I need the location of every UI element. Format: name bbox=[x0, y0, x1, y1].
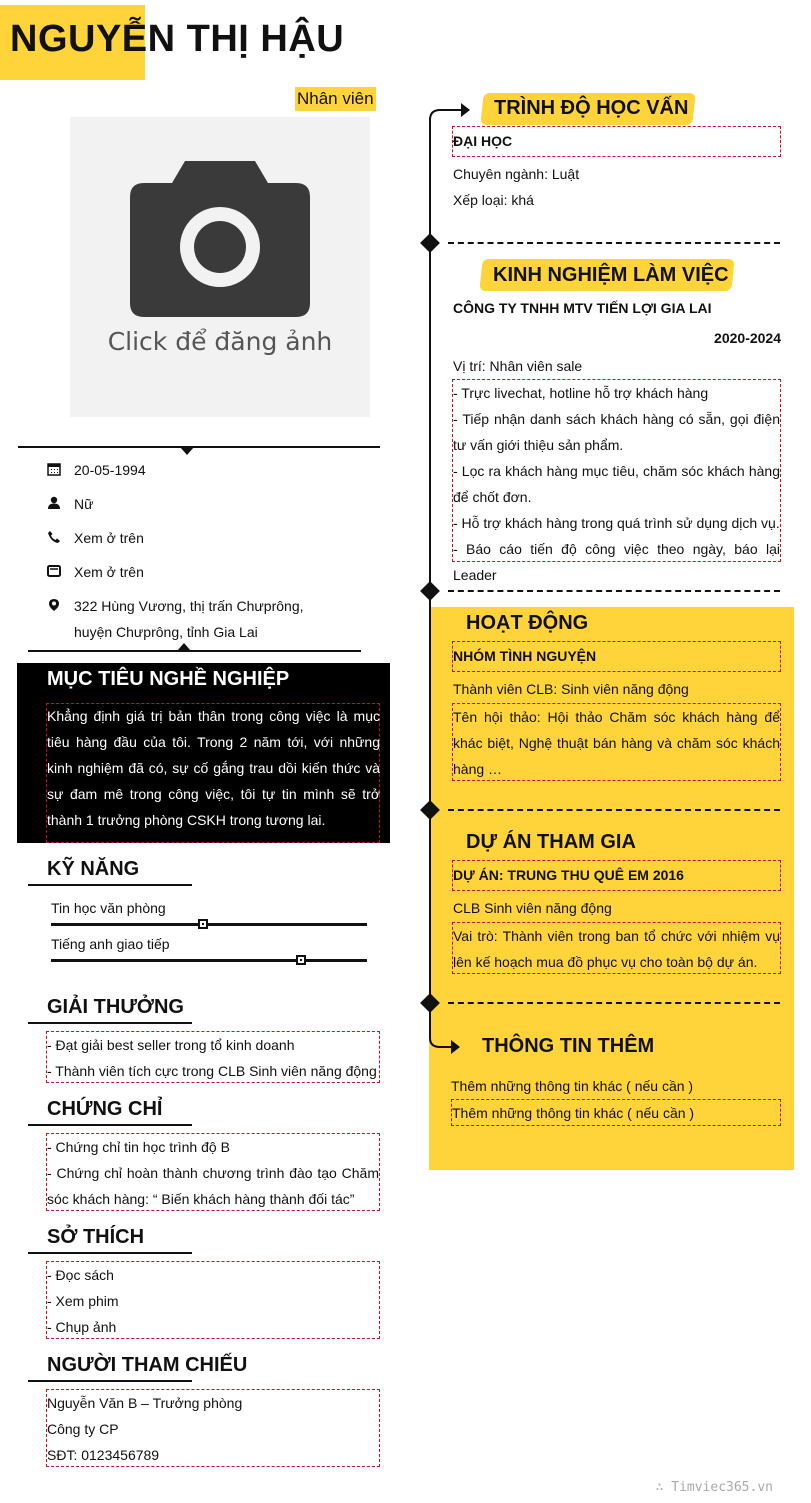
skill-level-bar[interactable] bbox=[51, 959, 367, 962]
address-line-2[interactable]: huyện Chưprông, tỉnh Gia Lai bbox=[74, 624, 258, 640]
skill-label: Tin học văn phòng bbox=[51, 900, 166, 916]
upload-photo-label: Click để đăng ảnh bbox=[107, 327, 333, 356]
timeline-start-arrow-icon bbox=[429, 100, 473, 122]
email-value[interactable]: Xem ở trên bbox=[74, 564, 144, 580]
section-separator bbox=[448, 242, 780, 244]
awards-list[interactable] bbox=[46, 1031, 380, 1083]
career-goal-title: MỤC TIÊU NGHỀ NGHIỆP bbox=[47, 668, 290, 690]
skill-level-handle[interactable] bbox=[198, 919, 208, 929]
timeline-line bbox=[429, 118, 431, 1038]
duty-item: - Tiếp nhận danh sách khách hàng có sẵn, gọi điện tư vấn giới thiệu sản phẩm. bbox=[453, 411, 780, 453]
projects-title: DỰ ÁN THAM GIA bbox=[466, 831, 636, 853]
section-separator bbox=[448, 809, 780, 811]
skills-underline bbox=[28, 884, 192, 886]
experience-duties[interactable] bbox=[452, 379, 781, 583]
certificates-title: CHỨNG CHỈ bbox=[47, 1098, 163, 1120]
projects-org[interactable]: CLB Sinh viên năng động bbox=[453, 900, 612, 916]
experience-company[interactable]: CÔNG TY TNHH MTV TIẾN LỢI GIA LAI bbox=[453, 300, 712, 316]
certificates-list[interactable] bbox=[46, 1133, 380, 1211]
birthday-value[interactable]: 20-05-1994 bbox=[74, 462, 146, 478]
section-separator bbox=[448, 1002, 780, 1004]
award-item: - Thành viên tích cực trong CLB Sinh viên năng động bbox=[47, 1063, 377, 1079]
award-item: - Đạt giải best seller trong tổ kinh doanh bbox=[47, 1037, 295, 1053]
gender-value[interactable]: Nữ bbox=[74, 496, 94, 512]
reference-item: SĐT: 0123456789 bbox=[47, 1447, 160, 1463]
more-info-title: THÔNG TIN THÊM bbox=[482, 1035, 655, 1057]
photo-upload[interactable] bbox=[70, 117, 370, 417]
duty-item: - Báo cáo tiến độ công việc theo ngày, báo lại Leader bbox=[453, 541, 780, 583]
education-grade[interactable]: Xếp loại: khá bbox=[453, 192, 534, 208]
reference-item: Công ty CP bbox=[47, 1421, 119, 1437]
timeline-marker bbox=[420, 581, 440, 601]
calendar-icon bbox=[47, 462, 61, 476]
skill-level-handle[interactable] bbox=[296, 955, 306, 965]
experience-period[interactable]: 2020-2024 bbox=[714, 330, 781, 346]
education-school: ĐẠI HỌC bbox=[453, 133, 513, 149]
awards-title: GIẢI THƯỞNG bbox=[47, 996, 184, 1018]
divider bbox=[18, 446, 380, 448]
career-goal-text: Khẳng định giá trị bản thân trong công việc là mục tiêu hàng đầu của tôi. Trong 2 năm tới, với những kinh nghiệm đã có, sự cố gắng trau dồi kiến thức và sự đam mê trong công việc, tôi tự tin mình sẽ trở thành 1 trưởng phòng CSKH trong tương lai. bbox=[47, 708, 380, 828]
location-pin-icon bbox=[47, 598, 61, 612]
address-line-1[interactable]: 322 Hùng Vương, thị trấn Chưprông, bbox=[74, 598, 304, 614]
hobby-item: - Đọc sách bbox=[47, 1267, 114, 1283]
skill-level-bar[interactable] bbox=[51, 923, 367, 926]
camera-icon bbox=[130, 161, 310, 317]
references-underline bbox=[28, 1380, 192, 1382]
position-title[interactable]: Nhân viên bbox=[295, 87, 376, 111]
experience-title: KINH NGHIỆM LÀM VIỆC bbox=[493, 264, 729, 286]
hobbies-title: SỞ THÍCH bbox=[47, 1226, 145, 1248]
skill-label: Tiếng anh giao tiếp bbox=[51, 936, 170, 952]
section-separator bbox=[448, 590, 780, 592]
watermark: ∴ Timviec365.vn bbox=[655, 1480, 773, 1495]
certificate-item: - Chứng chỉ tin học trình độ B bbox=[47, 1139, 230, 1155]
reference-item: Nguyễn Văn B – Trưởng phòng bbox=[47, 1395, 243, 1411]
skills-title: KỸ NĂNG bbox=[47, 858, 140, 880]
full-name: NGUYỄN THỊ HẬU bbox=[10, 18, 345, 60]
education-major[interactable]: Chuyên ngành: Luật bbox=[453, 166, 580, 182]
hobby-item: - Xem phim bbox=[47, 1293, 119, 1309]
certificate-item: - Chứng chỉ hoàn thành chương trình đào tạo Chăm sóc khách hàng: “ Biến khách hàng thành đối tác” bbox=[47, 1165, 379, 1207]
hobbies-list[interactable] bbox=[46, 1261, 380, 1339]
divider-arrow bbox=[180, 447, 194, 455]
duty-item: - Lọc ra khách hàng mục tiêu, chăm sóc khách hàng để chốt đơn. bbox=[453, 463, 780, 505]
more-info-line-2[interactable]: Thêm những thông tin khác ( nếu cần ) bbox=[451, 1099, 781, 1126]
education-title: TRÌNH ĐỘ HỌC VẤN bbox=[494, 97, 689, 119]
awards-underline bbox=[28, 1022, 192, 1024]
experience-role[interactable]: Vị trí: Nhân viên sale bbox=[453, 358, 583, 374]
hobbies-underline bbox=[28, 1252, 192, 1254]
hobby-item: - Chụp ảnh bbox=[47, 1319, 117, 1335]
activities-title: HOẠT ĐỘNG bbox=[466, 612, 589, 634]
divider bbox=[28, 650, 361, 652]
references-list[interactable] bbox=[46, 1389, 380, 1467]
phone-value[interactable]: Xem ở trên bbox=[74, 530, 144, 546]
projects-name: DỰ ÁN: TRUNG THU QUÊ EM 2016 bbox=[453, 867, 684, 883]
more-info-line-1[interactable]: Thêm những thông tin khác ( nếu cần ) bbox=[451, 1078, 694, 1094]
user-icon bbox=[47, 496, 61, 510]
activities-role[interactable]: Thành viên CLB: Sinh viên năng động bbox=[453, 681, 689, 697]
certificates-underline bbox=[28, 1124, 192, 1126]
projects-desc[interactable]: Vai trò: Thành viên trong ban tổ chức với nhiệm vụ lên kế hoạch mua đồ phục vụ cho toàn bộ dự án. bbox=[452, 922, 781, 974]
timeline-end-arrow-icon bbox=[429, 1030, 463, 1060]
activities-org: NHÓM TÌNH NGUYỆN bbox=[453, 648, 597, 664]
divider-arrow bbox=[177, 643, 191, 651]
references-title: NGƯỜI THAM CHIẾU bbox=[47, 1354, 248, 1376]
phone-icon bbox=[47, 530, 61, 544]
duty-item: - Trực livechat, hotline hỗ trợ khách hàng bbox=[453, 385, 709, 401]
activities-desc[interactable]: Tên hội thảo: Hội thảo Chăm sóc khách hàng để khác biệt, Nghệ thuật bán hàng và chăm sóc khách hàng … bbox=[452, 703, 781, 781]
email-icon bbox=[47, 564, 61, 578]
timeline-marker bbox=[420, 233, 440, 253]
duty-item: - Hỗ trợ khách hàng trong quá trình sử dụng dịch vụ. bbox=[453, 515, 780, 531]
